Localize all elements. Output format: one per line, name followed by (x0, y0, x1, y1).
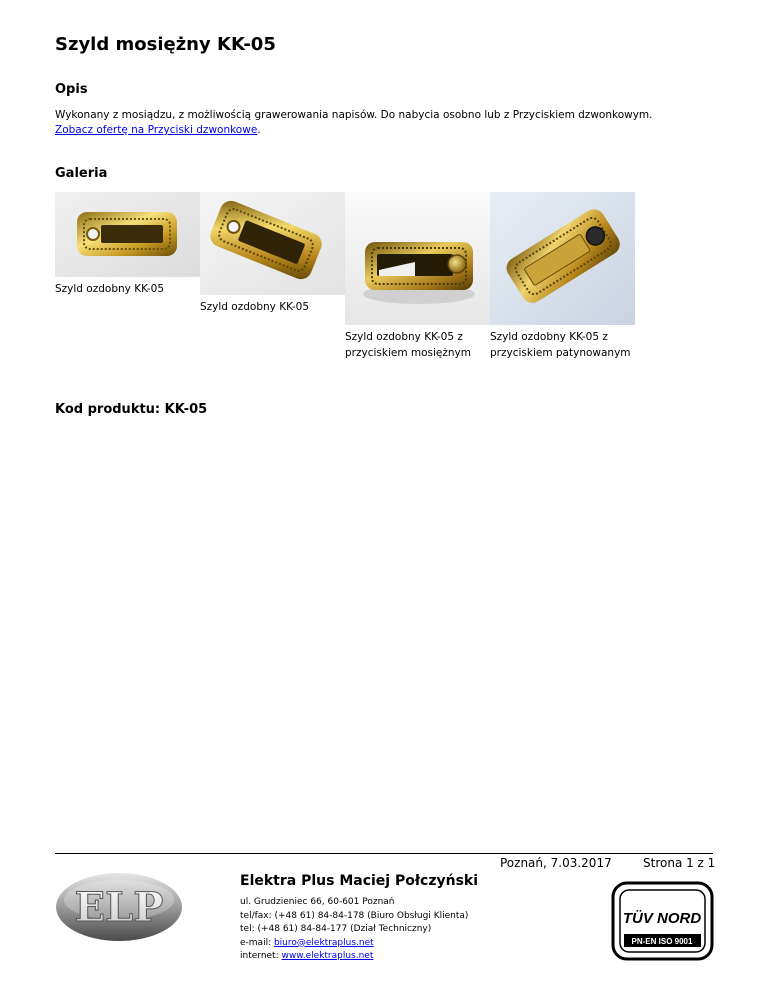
gallery-photo[interactable] (490, 192, 635, 325)
company-name: Elektra Plus Maciej Połczyński (240, 873, 479, 889)
telfax: tel/fax: (+48 61) 84-84-178 (Biuro Obsługi Klienta) (240, 910, 469, 921)
description-text: Wykonany z mosiądzu, z możliwością grawerowania napisów. Do nabycia osobno lub z Przyciskiem dzwonkowym. (55, 109, 653, 121)
gallery-caption: Szyld ozdobny KK-05 (200, 301, 310, 313)
address: ul. Grudzieniec 66, 60-601 Poznań (240, 897, 395, 907)
internet-line (240, 950, 468, 964)
gallery-photo[interactable] (200, 192, 345, 295)
link-suffix: . (257, 124, 261, 136)
page-number: Strona 1 z 1 (643, 856, 716, 870)
gallery-item[interactable] (200, 192, 345, 315)
gallery-caption: Szyld ozdobny KK-05 z przyciskiem mosiężnym (345, 331, 471, 359)
cert-standard: PN-EN ISO 9001 (631, 937, 693, 946)
gallery-item[interactable] (345, 192, 490, 361)
logo-text: ELP (74, 884, 164, 931)
page-title: Szyld mosiężny KK-05 (55, 34, 276, 55)
gallery-item[interactable] (55, 192, 200, 297)
gallery-caption: Szyld ozdobny KK-05 z przyciskiem patynowanym (490, 331, 631, 359)
description (55, 108, 735, 138)
email-line (240, 937, 468, 951)
przyciski-link[interactable]: Zobacz ofertę na Przyciski dzwonkowe (55, 124, 258, 136)
contact-info (240, 896, 468, 964)
gallery-photo[interactable] (55, 192, 200, 277)
internet-label: internet: (240, 951, 282, 961)
company-logo (54, 870, 184, 944)
cert-brand: TÜV NORD (622, 910, 702, 927)
footer-divider (55, 853, 713, 854)
gallery-photo[interactable] (345, 192, 490, 325)
tel: tel: (+48 61) 84-84-177 (Dział Techniczny) (240, 924, 432, 934)
tuv-nord-cert-badge (610, 880, 715, 962)
email-label: e-mail: (240, 937, 274, 948)
product-code: Kod produktu: KK-05 (55, 402, 208, 417)
email-link[interactable]: biuro@elektraplus.net (273, 937, 374, 948)
gallery-caption: Szyld ozdobny KK-05 (55, 283, 165, 295)
footer-date: Poznań, 7.03.2017 (500, 856, 612, 870)
galeria-heading: Galeria (55, 166, 108, 181)
website-link[interactable]: www.elektraplus.net (281, 951, 374, 961)
gallery-item[interactable] (490, 192, 635, 361)
opis-heading: Opis (55, 82, 88, 97)
